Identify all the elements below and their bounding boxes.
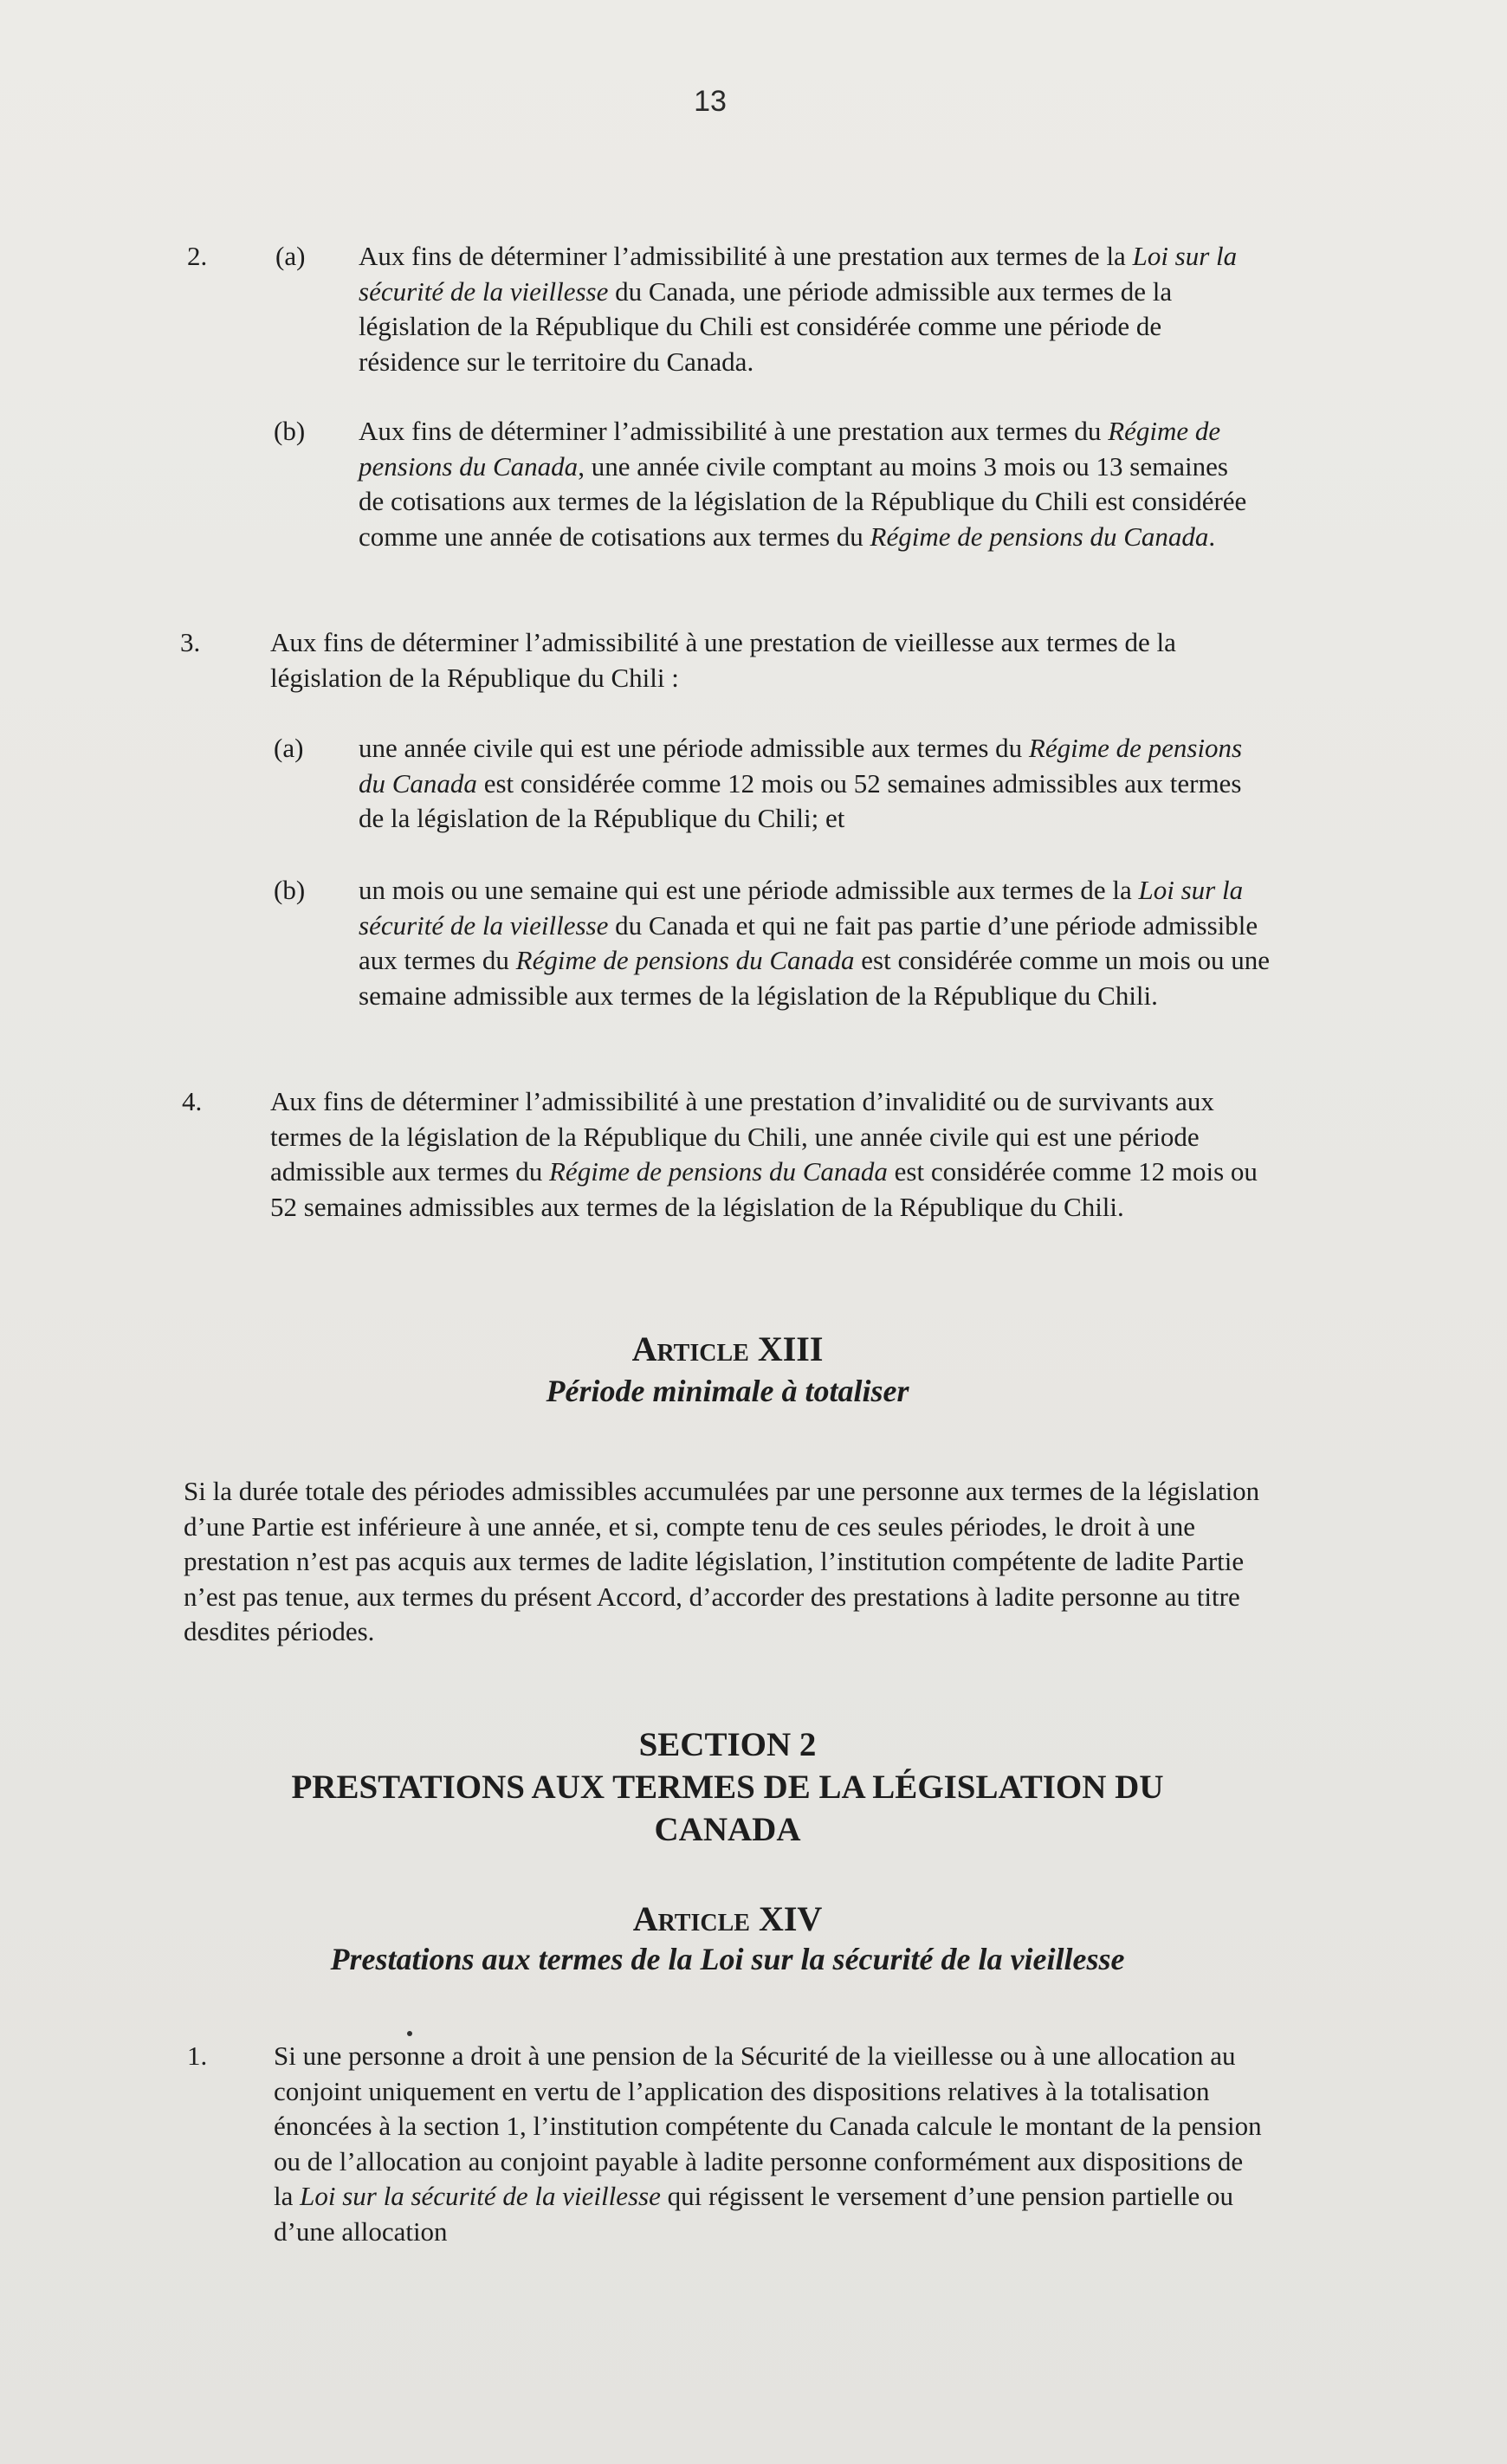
para-2a-label: (a) (275, 241, 306, 271)
section-2-subtitle-line-1: PRESTATIONS AUX TERMES DE LA LÉGISLATION DU (291, 1769, 1164, 1806)
article-13-title: Article XIII (631, 1329, 824, 1368)
para-3b-text: un mois ou une semaine qui est une période admissible aux termes de la Loi sur la sécurité de la vieillesse du Canada et qui ne fait pas partie d’une période admissible aux termes du Régime de pensions du Canada est considérée comme un mois ou une semaine admissible aux termes de la législation de la République du Chili. (359, 875, 1271, 1011)
para-2-number: 2. (187, 241, 208, 271)
para-3-number: 3. (180, 627, 201, 657)
para-2b-text: Aux fins de déterminer l’admissibilité à une prestation aux termes du Régime de pensions du Canada, une année civile comptant au moins 3 mois ou 13 semaines de cotisations aux termes de la législation de la République du Chili est considérée comme une année de cotisations aux termes du Régime de pensions du Canada. (359, 416, 1247, 552)
para-3a-label: (a) (274, 733, 304, 763)
stray-dot-mark (407, 2031, 412, 2036)
article-14-para-1-number: 1. (187, 2040, 208, 2071)
para-3b-label: (b) (274, 875, 306, 905)
article-14-title: Article XIV (632, 1899, 823, 1938)
para-4-number: 4. (182, 1086, 203, 1116)
para-3-intro: Aux fins de déterminer l’admissibilité à une prestation de vieillesse aux termes de la législation de la République du Chili : (270, 627, 1176, 693)
section-2-title: SECTION 2 (638, 1726, 817, 1763)
para-2b-label: (b) (274, 416, 306, 446)
para-2a-text: Aux fins de déterminer l’admissibilité à une prestation aux termes de la Loi sur la sécurité de la vieillesse du Canada, une période admissible aux termes de la législation de la République du Chili est considérée comme une période de résidence sur le territoire du Canada. (359, 241, 1238, 377)
article-13-subtitle: Période minimale à totaliser (546, 1374, 909, 1408)
para-4-text: Aux fins de déterminer l’admissibilité à une prestation d’invalidité ou de survivants aux termes de la législation de la République du Chili, une année civile qui est une période admissible aux termes du Régime de pensions du Canada est considérée comme 12 mois ou 52 semaines admissibles aux termes de la législation de la République du Chili. (270, 1086, 1258, 1222)
section-2-subtitle-line-2: CANADA (654, 1811, 801, 1848)
article-14-para-1-text: Si une personne a droit à une pension de la Sécurité de la vieillesse ou à une allocation au conjoint uniquement en vertu de l’application des dispositions relatives à la totalisation énoncées à la section 1, l’institution compétente du Canada calcule le montant de la pension ou de l’allocation au conjoint payable à ladite personne conformément aux dispositions de la Loi sur la sécurité de la vieillesse qui régissent le versement d’une pension partielle ou d’une allocation (274, 2040, 1262, 2247)
article-14-subtitle: Prestations aux termes de la Loi sur la sécurité de la vieillesse (330, 1942, 1125, 1976)
article-13-body: Si la durée totale des périodes admissibles accumulées par une personne aux termes de la législation d’une Partie est inférieure à une année, et si, compte tenu de ces seules périodes, le droit à une prestation n’est pas acquis aux termes de ladite législation, l’institution compétente de ladite Partie n’est pas tenue, aux termes du présent Accord, d’accorder des prestations à ladite personne au titre desdites périodes. (184, 1476, 1260, 1646)
para-3a-text: une année civile qui est une période admissible aux termes du Régime de pensions du Canada est considérée comme 12 mois ou 52 semaines admissibles aux termes de la législation de la République du Chili; et (359, 733, 1243, 833)
page-number: 13 (694, 85, 727, 118)
